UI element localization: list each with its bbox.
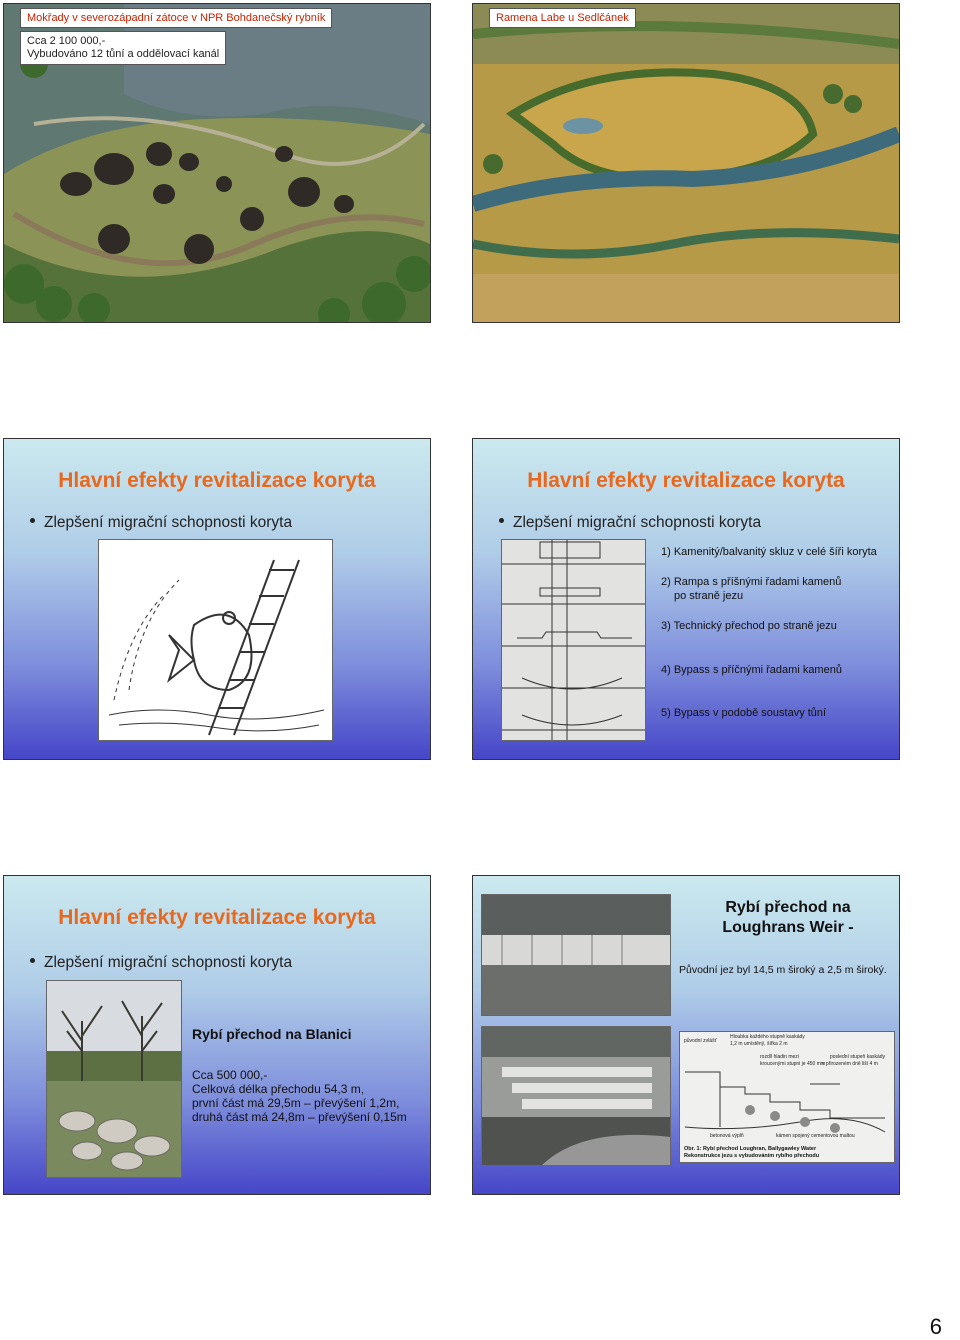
diagram-label: betonová výplň <box>710 1133 744 1139</box>
weir-old-image <box>482 895 670 1015</box>
wetland-caption-line: Vybudováno 12 tůní a oddělovací kanál <box>27 48 220 60</box>
bullet-text: Zlepšení migrační schopnosti koryta <box>44 954 293 971</box>
slide-fish-ladder <box>3 438 431 760</box>
diagram-label: 1,2 m umístěný, šířka 2 m <box>730 1041 788 1047</box>
passage-types-image <box>502 540 645 740</box>
diagram-label: kámen spojený cementovou maltou <box>776 1133 855 1139</box>
bullet-text: Zlepšení migrační schopnosti koryta <box>44 514 293 531</box>
weir-photo-old <box>481 894 671 1016</box>
slide-title: Hlavní efekty revitalizace koryta <box>527 469 845 492</box>
diagram-label: původní zvlášť <box>684 1038 717 1044</box>
passage-item-2: 2) Rampa s příšnými řadami kamenů <box>661 576 842 588</box>
labe-caption-title: Ramena Labe u Sedlčánek <box>489 8 636 28</box>
passage-item-3: 3) Technický přechod po straně jezu <box>661 620 837 632</box>
loughrans-title-line: Loughrans Weir - <box>722 919 854 936</box>
slide-passage-types <box>472 438 900 760</box>
diagram-label: rozdíl hladin mezi <box>760 1054 799 1060</box>
weir-diagram <box>679 1031 895 1163</box>
weir-photo-new <box>481 1026 671 1166</box>
fish-cartoon-image <box>99 540 332 740</box>
slide-labe-photo <box>472 3 900 323</box>
blanice-photo <box>46 980 182 1178</box>
weir-new-image <box>482 1027 670 1165</box>
blanice-image <box>47 981 181 1177</box>
loughrans-title <box>683 898 893 938</box>
diagram-label: kroucenými stupni je 450 mm <box>760 1061 826 1067</box>
slide-title: Hlavní efekty revitalizace koryta <box>58 906 376 929</box>
diagram-caption: Rekonstrukce jezu s vybudováním rybího přechodu <box>684 1153 820 1159</box>
diagram-caption: Obr. 1: Rybí přechod Loughran, Ballygawley Water <box>684 1146 817 1152</box>
weir-diagram-image <box>680 1032 894 1162</box>
slide-title: Hlavní efekty revitalizace koryta <box>58 469 376 492</box>
wetland-caption-line: Cca 2 100 000,- <box>27 35 106 47</box>
slide-blanice <box>3 875 431 1195</box>
bullet-dot <box>30 958 35 963</box>
passage-item-4: 4) Bypass s příčnými řadami kamenů <box>661 664 842 676</box>
bullet-item <box>499 514 761 532</box>
diagram-label: Hloubka každého stupně kaskády <box>730 1034 805 1040</box>
bullet-dot <box>499 518 504 523</box>
bullet-item <box>30 514 292 532</box>
blanice-details <box>192 1068 407 1124</box>
slide-loughrans <box>472 875 900 1195</box>
wetland-caption-title: Mokřady v severozápadní zátoce v NPR Bohdanečský rybník <box>20 8 332 28</box>
page-number: 6 <box>929 1314 942 1339</box>
diagram-label: poslední stupeň kaskády <box>830 1054 886 1060</box>
blanice-line: druhá část má 24,8m – převýšení 0,15m <box>192 1110 407 1124</box>
slide-wetland-photo <box>3 3 431 323</box>
bullet-dot <box>30 518 35 523</box>
passage-item-2-cont: po straně jezu <box>674 590 744 602</box>
blanice-line: Cca 500 000,- <box>192 1068 268 1082</box>
blanice-subtitle: Rybí přechod na Blanici <box>192 1026 352 1042</box>
loughrans-text: Původní jez byl 14,5 m široký a 2,5 m široký. <box>679 964 887 976</box>
passage-types-drawing <box>501 539 646 741</box>
bullet-item <box>30 954 292 972</box>
blanice-line: Celková délka přechodu 54,3 m, <box>192 1082 365 1096</box>
passage-item-1: 1) Kamenitý/balvanitý skluz v celé šíři koryta <box>661 546 877 558</box>
passage-item-5: 5) Bypass v podobě soustavy tůní <box>661 707 827 719</box>
diagram-label: v přirozeném dně liší 4 m <box>822 1061 878 1067</box>
fish-ladder-cartoon <box>98 539 333 741</box>
wetland-caption-details <box>20 31 226 65</box>
loughrans-title-line: Rybí přechod na <box>725 899 851 916</box>
bullet-text: Zlepšení migrační schopnosti koryta <box>513 514 762 531</box>
labe-aerial-image <box>473 4 899 322</box>
blanice-line: první část má 29,5m – převýšení 1,2m, <box>192 1096 400 1110</box>
